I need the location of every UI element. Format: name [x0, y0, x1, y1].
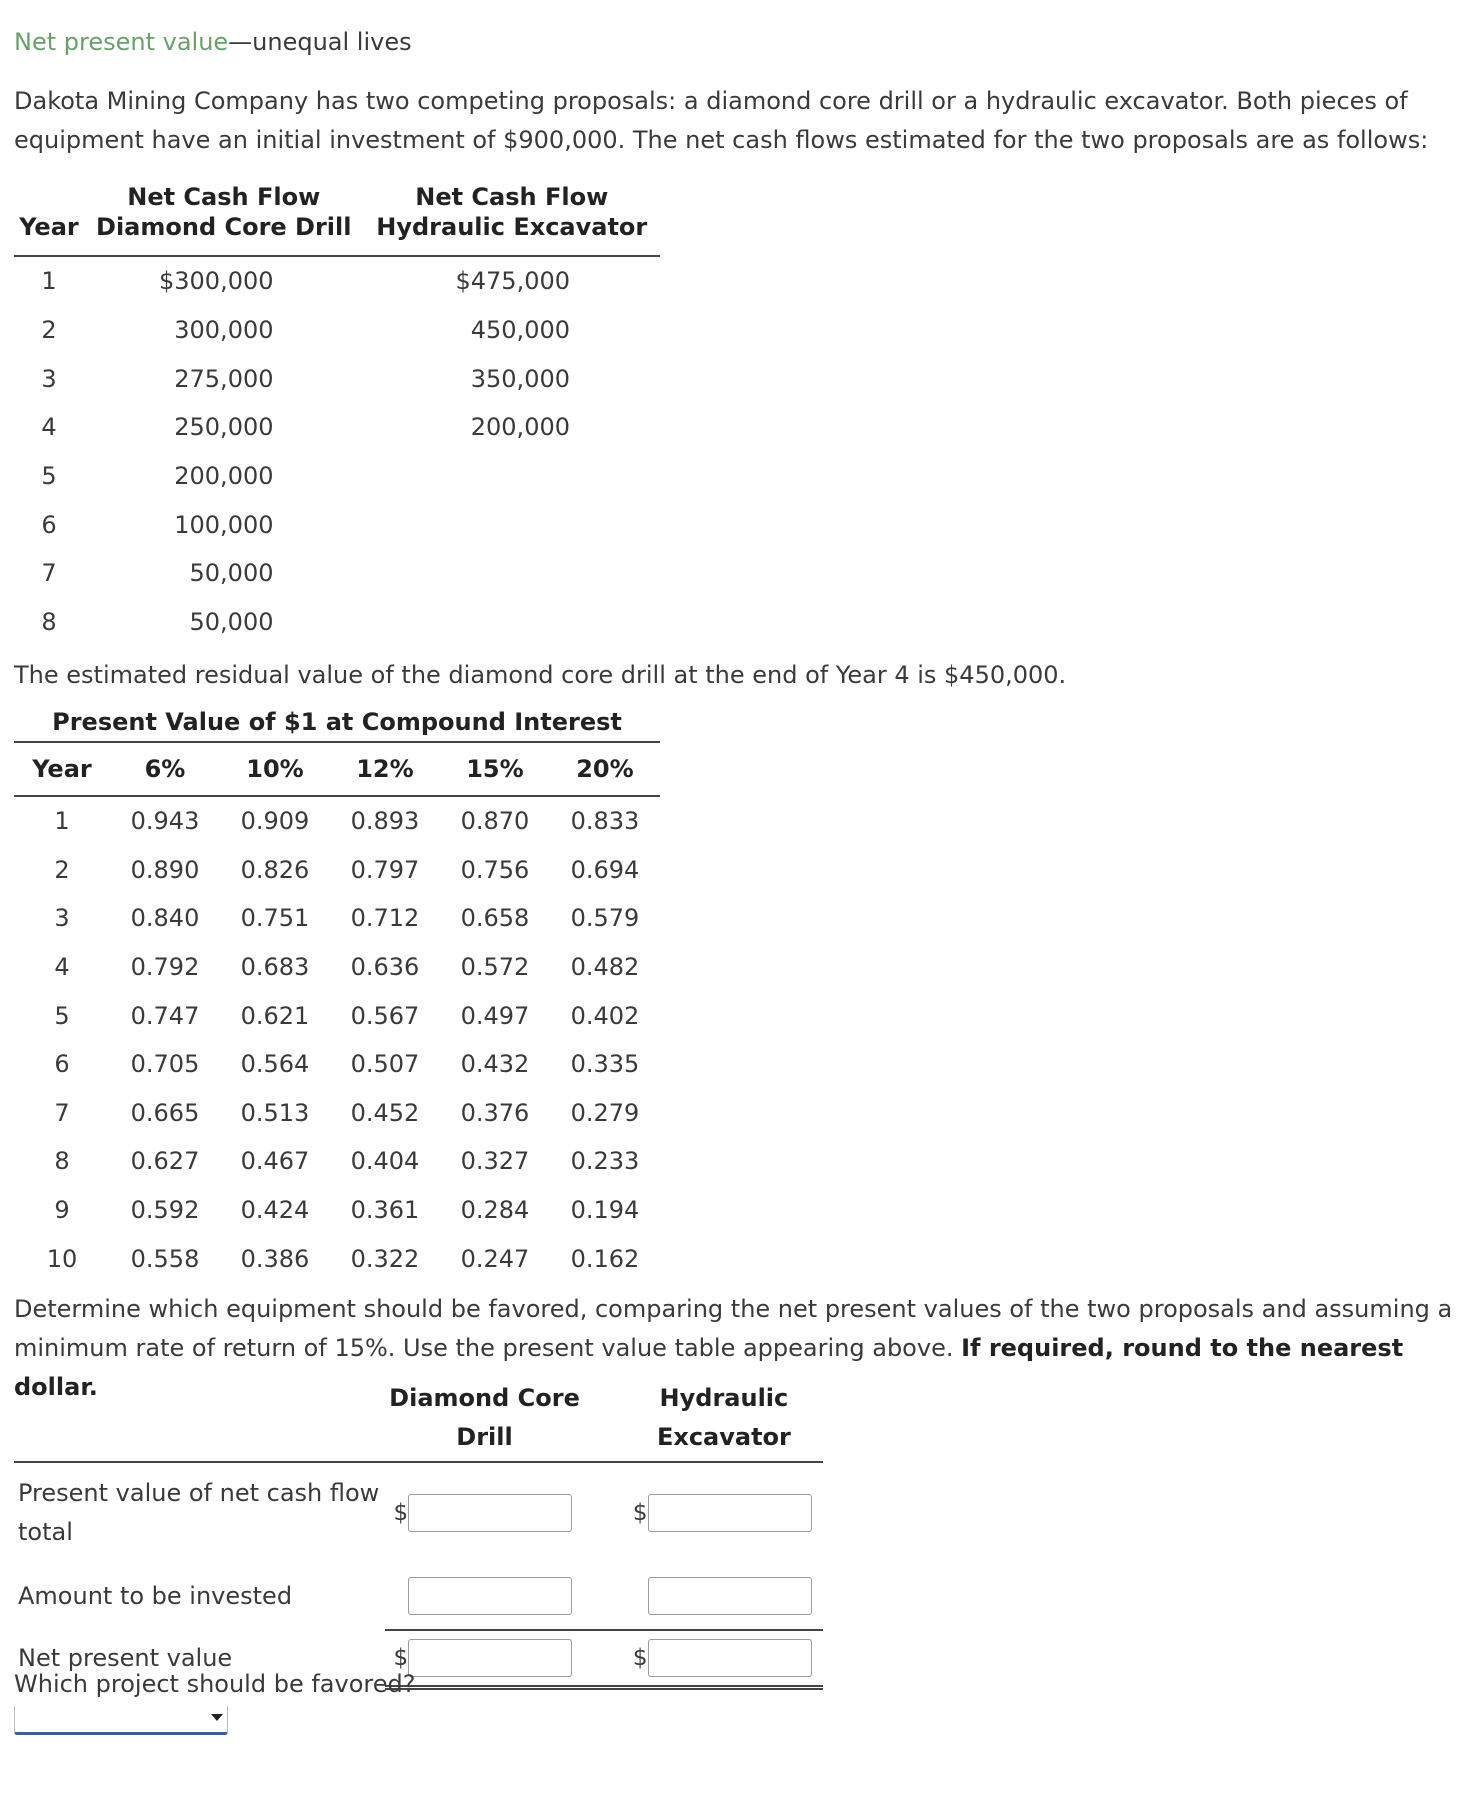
npv-excavator-input[interactable]: [648, 1639, 812, 1677]
cf-header-excavator: Hydraulic Excavator: [364, 211, 661, 256]
present-value-table: [14, 703, 660, 1283]
table-row: [14, 1186, 660, 1235]
gap: [584, 1630, 625, 1688]
gap: [584, 1462, 625, 1563]
currency-symbol: $: [625, 1630, 648, 1688]
table-row: [14, 1234, 660, 1283]
pv-total-drill-input[interactable]: [408, 1494, 572, 1532]
npv-label: Net present value: [18, 1644, 233, 1673]
cf-year-cell: 6: [41, 510, 57, 539]
ans-header-drill-line1: Diamond Core: [389, 1384, 580, 1412]
npv-drill-input[interactable]: [408, 1639, 572, 1677]
table-row: [14, 943, 660, 992]
answer-table: [14, 1377, 823, 1690]
pv-table-caption: Present Value of $1 at Compound Interest: [14, 703, 660, 742]
cf-excavator-cell: [364, 549, 661, 598]
pv-factor-cell: 0.284: [460, 1196, 530, 1225]
cf-drill-cell: 300,000: [174, 316, 274, 345]
pv-year-cell: 10: [46, 1244, 78, 1273]
pv-factor-cell: 0.870: [460, 807, 530, 836]
pv-factor-cell: 0.327: [460, 1147, 530, 1176]
pv-factor-cell: 0.497: [460, 1001, 530, 1030]
cf-excavator-cell: [364, 598, 661, 647]
currency-blank: [625, 1563, 648, 1630]
table-row: [14, 403, 660, 452]
amount-invested-excavator-input[interactable]: [648, 1577, 812, 1615]
pv-factor-cell: 0.361: [350, 1196, 420, 1225]
cf-excavator-cell: $475,000: [455, 267, 570, 296]
table-row: [14, 991, 660, 1040]
instructions-text: Determine which equipment should be favored, comparing the net present values of the two proposals and assuming a minimum rate of return of 15%. Use the present value table appearing above.: [14, 1295, 1453, 1362]
pv-factor-cell: 0.558: [130, 1244, 200, 1273]
pv-factor-cell: 0.402: [570, 1001, 640, 1030]
table-row: [14, 306, 660, 355]
favored-project-dropdown[interactable]: [14, 1706, 228, 1735]
cf-excavator-cell: [364, 500, 661, 549]
table-row: [14, 846, 660, 895]
instructions-bold: If required, round to the nearest dollar.: [14, 1334, 1404, 1401]
pv-factor-cell: 0.627: [130, 1147, 200, 1176]
currency-symbol: $: [393, 1500, 409, 1526]
pv-header-rate: 10%: [220, 742, 330, 796]
pv-factor-cell: 0.665: [130, 1098, 200, 1127]
ans-header-excavator-line2: Excavator: [656, 1423, 791, 1451]
cf-drill-cell: $300,000: [158, 267, 274, 296]
cf-header-year: Year: [14, 211, 84, 256]
favored-question: Which project should be favored?: [14, 1670, 416, 1698]
pv-factor-cell: 0.943: [130, 807, 200, 836]
cf-drill-cell: 50,000: [189, 559, 274, 588]
table-row: [14, 452, 660, 501]
pv-factor-cell: 0.386: [240, 1244, 310, 1273]
pv-factor-cell: 0.564: [240, 1050, 310, 1079]
pv-factor-cell: 0.513: [240, 1098, 310, 1127]
cf-year-cell: 2: [41, 316, 57, 345]
pv-factor-cell: 0.452: [350, 1098, 420, 1127]
pv-factor-cell: 0.194: [570, 1196, 640, 1225]
table-row: [14, 354, 660, 403]
table-row: [14, 500, 660, 549]
pv-factor-cell: 0.279: [570, 1098, 640, 1127]
pv-factor-cell: 0.636: [350, 953, 420, 982]
table-row: [14, 1137, 660, 1186]
amount-invested-drill-input[interactable]: [408, 1577, 572, 1615]
residual-note: The estimated residual value of the diamond core drill at the end of Year 4 is $450,000.: [14, 661, 1067, 689]
pv-factor-cell: 0.404: [350, 1147, 420, 1176]
pv-factor-cell: 0.621: [240, 1001, 310, 1030]
pv-year-cell: 8: [54, 1147, 70, 1176]
pv-factor-cell: 0.747: [130, 1001, 200, 1030]
pv-factor-cell: 0.756: [460, 855, 530, 884]
table-row: [14, 796, 660, 846]
cf-header-drill-top: Net Cash Flow: [127, 183, 321, 211]
topic-link[interactable]: Net present value: [14, 28, 229, 56]
pv-factor-cell: 0.567: [350, 1001, 420, 1030]
cf-year-cell: 7: [41, 559, 57, 588]
pv-factor-cell: 0.376: [460, 1098, 530, 1127]
pv-factor-cell: 0.482: [570, 953, 640, 982]
pv-header-rate: 6%: [110, 742, 220, 796]
pv-factor-cell: 0.833: [570, 807, 640, 836]
pv-factor-cell: 0.705: [130, 1050, 200, 1079]
cf-drill-cell: 50,000: [189, 608, 274, 637]
intro-paragraph: Dakota Mining Company has two competing proposals: a diamond core drill or a hydraulic excavator. Both pieces of equipment have an initial investment of $900,000. The net cash flows estimated for the two proposals are as follows:: [14, 87, 1429, 154]
currency-symbol: $: [632, 1500, 648, 1526]
pv-header-rate: 15%: [440, 742, 550, 796]
pv-factor-cell: 0.683: [240, 953, 310, 982]
pv-factor-cell: 0.712: [350, 904, 420, 933]
chevron-down-icon[interactable]: [211, 1714, 223, 1721]
pv-factor-cell: 0.592: [130, 1196, 200, 1225]
pv-year-cell: 2: [54, 855, 70, 884]
pv-factor-cell: 0.507: [350, 1050, 420, 1079]
cf-excavator-cell: [364, 452, 661, 501]
ans-header-excavator-line1: Hydraulic: [659, 1384, 789, 1412]
table-row: [14, 1040, 660, 1089]
gap: [584, 1563, 625, 1630]
cf-year-cell: 5: [41, 462, 57, 491]
pv-factor-cell: 0.424: [240, 1196, 310, 1225]
pv-factor-cell: 0.572: [460, 953, 530, 982]
pv-year-cell: 6: [54, 1050, 70, 1079]
pv-factor-cell: 0.826: [240, 855, 310, 884]
cf-drill-cell: 100,000: [174, 510, 274, 539]
pv-factor-cell: 0.893: [350, 807, 420, 836]
cf-excavator-cell: 200,000: [470, 413, 570, 442]
pv-factor-cell: 0.162: [570, 1244, 640, 1273]
pv-year-cell: 7: [54, 1098, 70, 1127]
pv-factor-cell: 0.579: [570, 904, 640, 933]
cf-header-excavator-top: Net Cash Flow: [415, 183, 609, 211]
pv-factor-cell: 0.658: [460, 904, 530, 933]
cf-header-drill: Diamond Core Drill: [84, 211, 364, 256]
table-row: [14, 1089, 660, 1138]
table-row: [14, 549, 660, 598]
pv-factor-cell: 0.247: [460, 1244, 530, 1273]
ans-header-gap: [584, 1377, 625, 1462]
cf-excavator-cell: 350,000: [470, 364, 570, 393]
pv-factor-cell: 0.694: [570, 855, 640, 884]
table-row: [14, 894, 660, 943]
pv-year-cell: 4: [54, 953, 70, 982]
table-row: [14, 598, 660, 647]
ans-header-blank: [14, 1377, 385, 1462]
cf-year-cell: 3: [41, 364, 57, 393]
cf-drill-cell: 250,000: [174, 413, 274, 442]
pv-header-year: Year: [14, 742, 110, 796]
cf-drill-cell: 200,000: [174, 462, 274, 491]
pv-factor-cell: 0.840: [130, 904, 200, 933]
amount-invested-label: Amount to be invested: [18, 1582, 293, 1610]
cf-drill-cell: 275,000: [174, 364, 274, 393]
pv-factor-cell: 0.233: [570, 1147, 640, 1176]
currency-blank: [385, 1563, 408, 1630]
pv-header-rate: 20%: [550, 742, 660, 796]
ans-header-excavator: [625, 1377, 823, 1462]
pv-year-cell: 1: [54, 807, 70, 836]
pv-factor-cell: 0.432: [460, 1050, 530, 1079]
pv-factor-cell: 0.792: [130, 953, 200, 982]
pv-total-excavator-input[interactable]: [648, 1494, 812, 1532]
pv-header-rate: 12%: [330, 742, 440, 796]
pv-factor-cell: 0.467: [240, 1147, 310, 1176]
pv-factor-cell: 0.322: [350, 1244, 420, 1273]
title-rest: —unequal lives: [228, 28, 412, 56]
cf-year-cell: 4: [41, 413, 57, 442]
pv-factor-cell: 0.909: [240, 807, 310, 836]
pv-factor-cell: 0.751: [240, 904, 310, 933]
pv-factor-cell: 0.335: [570, 1050, 640, 1079]
cf-year-cell: 1: [41, 267, 57, 296]
ans-header-drill-line2: Drill: [456, 1423, 513, 1451]
pv-year-cell: 9: [54, 1196, 70, 1225]
cf-header-blank: [14, 172, 84, 211]
table-row: [14, 256, 660, 306]
currency-symbol: $: [385, 1630, 408, 1688]
pv-year-cell: 5: [54, 1001, 70, 1030]
pv-total-label: Present value of net cash flow total: [18, 1479, 380, 1546]
cf-year-cell: 8: [41, 608, 57, 637]
cash-flow-table: [14, 172, 660, 647]
pv-year-cell: 3: [54, 904, 70, 933]
pv-factor-cell: 0.797: [350, 855, 420, 884]
page-title: [14, 28, 412, 56]
cf-excavator-cell: 450,000: [470, 316, 570, 345]
ans-header-drill: [385, 1377, 583, 1462]
pv-factor-cell: 0.890: [130, 855, 200, 884]
